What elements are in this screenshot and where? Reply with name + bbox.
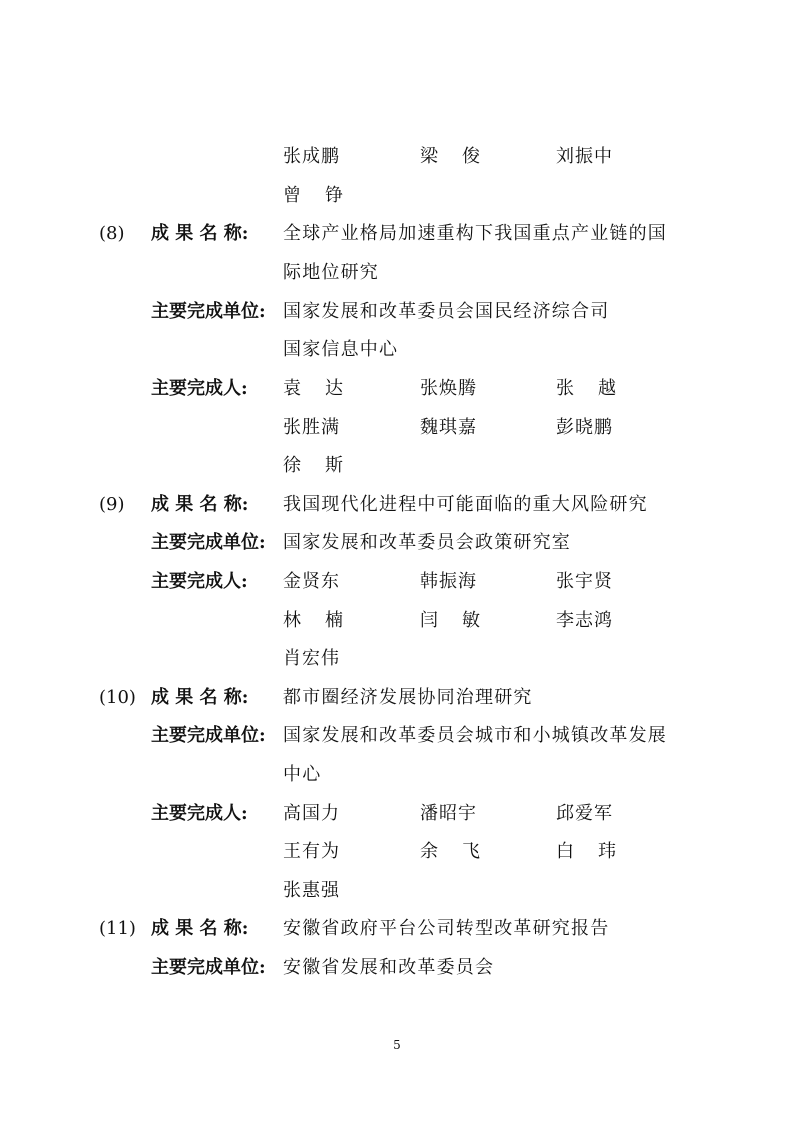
names-row bbox=[0, 602, 794, 640]
item-unit: 国家发展和改革委员会国民经济综合司 bbox=[283, 301, 610, 322]
item-title: 全球产业格局加速重构下我国重点产业链的国 bbox=[283, 223, 667, 244]
item-8-persons-row bbox=[0, 370, 794, 408]
result-name-label: 成 果 名 称: bbox=[151, 494, 249, 515]
item-unit: 安徽省发展和改革委员会 bbox=[283, 957, 495, 978]
item-title: 安徽省政府平台公司转型改革研究报告 bbox=[283, 918, 610, 939]
item-unit: 国家信息中心 bbox=[283, 339, 399, 360]
result-name-label: 成 果 名 称: bbox=[151, 687, 249, 708]
item-unit: 国家发展和改革委员会政策研究室 bbox=[283, 532, 571, 553]
person-name: 肖宏伟 bbox=[283, 648, 340, 669]
person-name: 邱爱军 bbox=[556, 803, 613, 824]
person-name: 张惠强 bbox=[283, 880, 340, 901]
main-unit-label: 主要完成单位: bbox=[151, 957, 266, 978]
item-10-persons-row bbox=[0, 795, 794, 833]
item-number: (9) bbox=[99, 494, 125, 515]
item-8-unit-row-cont bbox=[0, 331, 794, 369]
item-11-title-row bbox=[0, 910, 794, 948]
main-unit-label: 主要完成单位: bbox=[151, 725, 266, 746]
person-name: 彭晓鹏 bbox=[556, 417, 613, 438]
person-name: 张宇贤 bbox=[556, 571, 613, 592]
names-row bbox=[0, 138, 794, 176]
person-name: 徐斯 bbox=[283, 455, 367, 476]
person-name: 张胜满 bbox=[283, 417, 340, 438]
item-9-title-row bbox=[0, 486, 794, 524]
item-title: 都市圈经济发展协同治理研究 bbox=[283, 687, 533, 708]
person-name: 高国力 bbox=[283, 803, 340, 824]
main-persons-label: 主要完成人: bbox=[151, 803, 248, 824]
item-8-title-row bbox=[0, 215, 794, 253]
names-row bbox=[0, 872, 794, 910]
person-name: 闫敏 bbox=[420, 610, 504, 631]
person-name: 王有为 bbox=[283, 841, 340, 862]
main-unit-label: 主要完成单位: bbox=[151, 301, 266, 322]
names-row bbox=[0, 177, 794, 215]
person-name: 梁俊 bbox=[420, 146, 504, 167]
result-name-label: 成 果 名 称: bbox=[151, 223, 249, 244]
item-number: (10) bbox=[99, 687, 136, 708]
item-title: 我国现代化进程中可能面临的重大风险研究 bbox=[283, 494, 648, 515]
item-unit: 中心 bbox=[283, 764, 322, 785]
item-10-unit-row bbox=[0, 717, 794, 755]
main-persons-label: 主要完成人: bbox=[151, 571, 248, 592]
person-name: 曾铮 bbox=[283, 185, 367, 206]
result-name-label: 成 果 名 称: bbox=[151, 918, 249, 939]
item-title: 际地位研究 bbox=[283, 262, 379, 283]
person-name: 张越 bbox=[556, 378, 640, 399]
person-name: 魏琪嘉 bbox=[420, 417, 477, 438]
item-number: (8) bbox=[99, 223, 125, 244]
item-10-unit-row-cont bbox=[0, 756, 794, 794]
person-name: 张焕腾 bbox=[420, 378, 477, 399]
person-name: 韩振海 bbox=[420, 571, 477, 592]
item-8-unit-row bbox=[0, 293, 794, 331]
person-name: 刘振中 bbox=[556, 146, 613, 167]
item-number: (11) bbox=[99, 918, 136, 939]
person-name: 金贤东 bbox=[283, 571, 340, 592]
main-persons-label: 主要完成人: bbox=[151, 378, 248, 399]
person-name: 余飞 bbox=[420, 841, 504, 862]
item-unit: 国家发展和改革委员会城市和小城镇改革发展 bbox=[283, 725, 667, 746]
item-9-persons-row bbox=[0, 563, 794, 601]
item-9-unit-row bbox=[0, 524, 794, 562]
names-row bbox=[0, 833, 794, 871]
page-number: 5 bbox=[393, 1038, 401, 1052]
person-name: 袁达 bbox=[283, 378, 367, 399]
person-name: 李志鸿 bbox=[556, 610, 613, 631]
item-8-title-row-cont bbox=[0, 254, 794, 292]
person-name: 林楠 bbox=[283, 610, 367, 631]
names-row bbox=[0, 409, 794, 447]
item-10-title-row bbox=[0, 679, 794, 717]
names-row bbox=[0, 447, 794, 485]
person-name: 张成鹏 bbox=[283, 146, 340, 167]
names-row bbox=[0, 640, 794, 678]
main-unit-label: 主要完成单位: bbox=[151, 532, 266, 553]
item-11-unit-row bbox=[0, 949, 794, 987]
person-name: 白玮 bbox=[556, 841, 640, 862]
person-name: 潘昭宇 bbox=[420, 803, 477, 824]
